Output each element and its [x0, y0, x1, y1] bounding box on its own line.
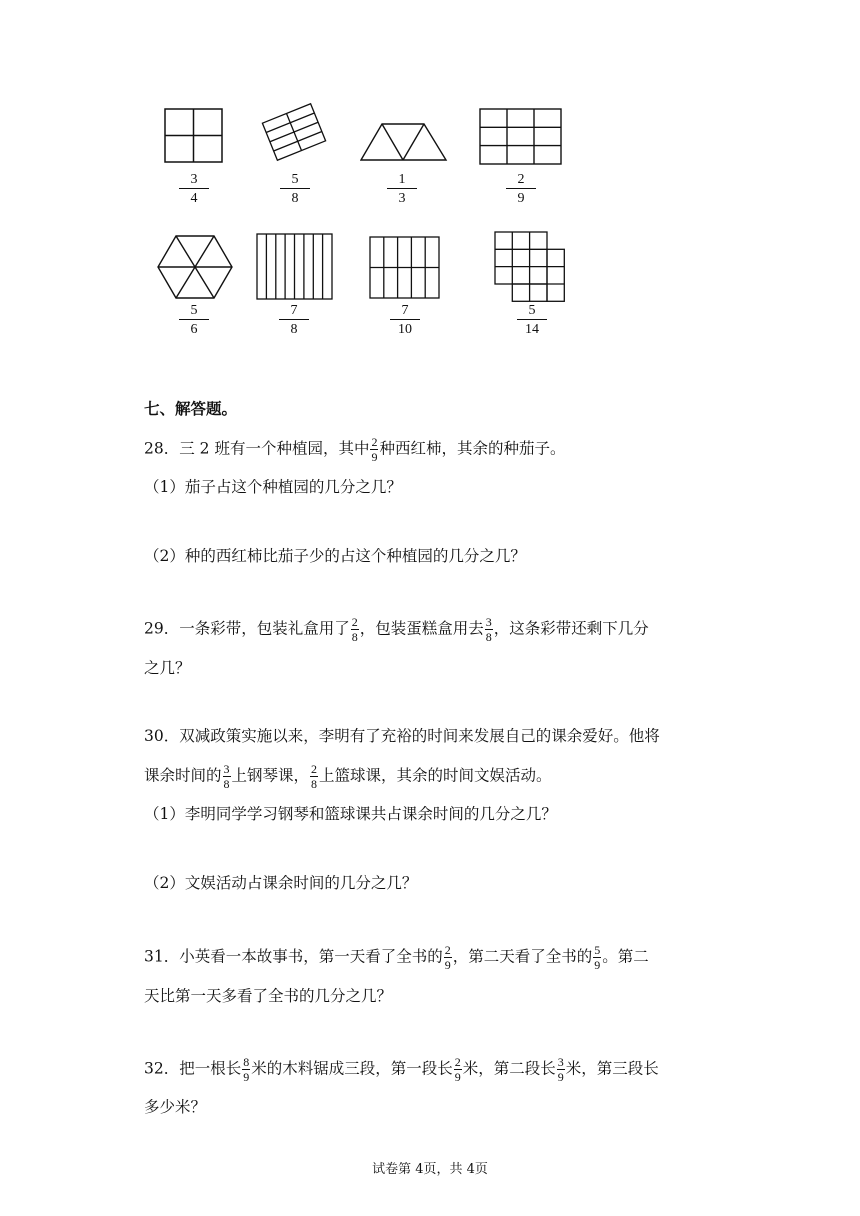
section-heading: 七、解答题。	[144, 399, 238, 418]
figure-fraction-label: $\frac{5}{6}$	[179, 303, 209, 337]
fraction: $\frac{2}{9}$	[444, 943, 451, 972]
fraction: $\frac{2}{9}$	[454, 1055, 461, 1084]
figure-rect-3x3	[479, 108, 563, 166]
fraction: $\frac{2}{8}$	[351, 615, 358, 644]
figure-tilted-rect-2x4	[256, 96, 332, 168]
q31-text: 。第二	[602, 947, 649, 966]
question-28-part-1: （1）茄子占这个种植园的几分之几？	[144, 478, 402, 496]
figure-fraction-label: $\frac{5}{8}$	[280, 172, 310, 206]
q32-text: 米的木料锯成三段，第一段长	[251, 1059, 453, 1078]
question-29-line-2: 之几？	[144, 659, 191, 677]
figure-rect-5x2	[369, 236, 441, 300]
page-footer: 试卷第 4页，共 4页	[372, 1162, 488, 1177]
q31-text: 31．小英看一本故事书，第一天看了全书的	[144, 947, 443, 966]
question-30-part-2: （2）文娱活动占课余时间的几分之几？	[144, 874, 418, 892]
fraction: $\frac{3}{9}$	[557, 1055, 564, 1084]
question-29	[144, 616, 649, 643]
q28-text: 种西红柿，其余的种茄子。	[379, 439, 566, 458]
figure-fraction-label: $\frac{3}{4}$	[179, 172, 209, 206]
question-31	[144, 944, 649, 971]
q29-text: ，这条彩带还剩下几分	[493, 619, 649, 638]
question-31-line-2: 天比第一天多看了全书的几分之几？	[144, 987, 393, 1005]
q30-text: 课余时间的	[144, 766, 222, 785]
question-30-line-2	[144, 763, 552, 790]
question-30-part-1: （1）李明同学学习钢琴和篮球课共占课余时间的几分之几？	[144, 805, 557, 823]
figure-fraction-label: $\frac{2}{9}$	[506, 172, 536, 206]
figure-fraction-label: $\frac{7}{8}$	[279, 303, 309, 337]
q31-text: ，第二天看了全书的	[452, 947, 593, 966]
figure-fraction-label: $\frac{5}{14}$	[517, 303, 547, 337]
q32-text: 米，第二段长	[462, 1059, 556, 1078]
fraction: $\frac{3}{8}$	[485, 615, 492, 644]
fraction: $\frac{2}{9}$	[371, 435, 378, 464]
q29-text: ，包装蛋糕盒用去	[359, 619, 484, 638]
question-30: 30．双减政策实施以来，李明有了充裕的时间来发展自己的课余爱好。他将	[144, 727, 660, 745]
figure-grid-14-cells	[494, 231, 568, 305]
q29-text: 29．一条彩带，包装礼盒用了	[144, 619, 350, 638]
fraction: $\frac{8}{9}$	[243, 1055, 250, 1084]
fraction: $\frac{5}{9}$	[594, 943, 601, 972]
question-28-part-2: （2）种的西红柿比茄子少的占这个种植园的几分之几？	[144, 547, 526, 565]
figure-fraction-label: $\frac{7}{10}$	[390, 303, 420, 337]
question-28	[144, 436, 565, 463]
q30-text: 上钢琴课，	[231, 766, 310, 785]
question-32	[144, 1056, 659, 1083]
q32-text: 32．把一根长	[144, 1059, 242, 1078]
question-32-line-2: 多少米？	[144, 1098, 207, 1116]
figure-square-2x2	[164, 108, 224, 164]
q28-text: 28．三 2 班有一个种植园，其中	[144, 439, 370, 458]
fraction: $\frac{2}{8}$	[311, 762, 318, 791]
q32-text: 米，第三段长	[565, 1059, 659, 1078]
fraction: $\frac{3}{8}$	[223, 762, 230, 791]
figure-rect-8-strips	[256, 233, 334, 301]
figure-fraction-label: $\frac{1}{3}$	[387, 172, 417, 206]
figure-hexagon-6	[157, 235, 233, 299]
figure-trapezoid-triangles	[360, 122, 448, 162]
q30-text: 上篮球课，其余的时间文娱活动。	[319, 766, 552, 785]
